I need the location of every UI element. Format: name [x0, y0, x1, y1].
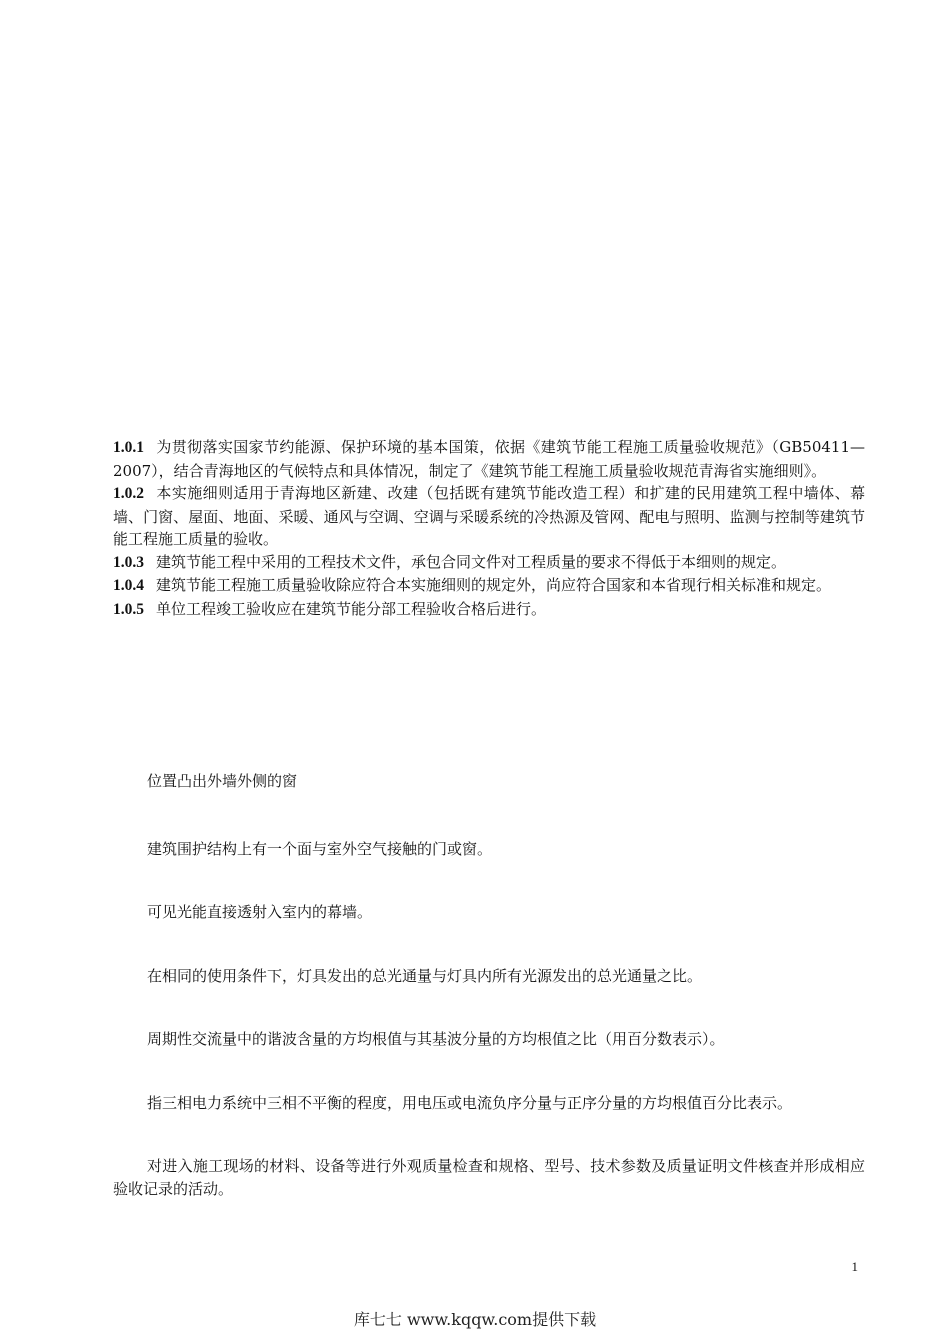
- definition-paragraph: 指三相电力系统中三相不平衡的程度，用电压或电流负序分量与正序分量的方均根值百分比表示。: [147, 1093, 793, 1112]
- clause-text: 建筑节能工程施工质量验收除应符合本实施细则的规定外，尚应符合国家和本省现行相关标准和规定。: [156, 576, 832, 594]
- clause-number: 1.0.2: [113, 485, 144, 502]
- definition-paragraph: 对进入施工现场的材料、设备等进行外观质量检查和规格、型号、技术参数及质量证明文件核查并形成相应验收记录的活动。: [113, 1157, 865, 1198]
- clause-1-0-5: [113, 598, 865, 622]
- clause-1-0-4: [113, 574, 865, 598]
- clause-text: 单位工程竣工验收应在建筑节能分部工程验收合格后进行。: [156, 599, 547, 618]
- clause-1-0-1: [113, 436, 865, 482]
- clause-1-0-2: [113, 482, 865, 551]
- definition-paragraph: 在相同的使用条件下，灯具发出的总光通量与灯具内所有光源发出的总光通量之比。: [147, 966, 703, 985]
- clause-text: 建筑节能工程中采用的工程技术文件，承包合同文件对工程质量的要求不得低于本细则的规定。: [156, 552, 787, 571]
- clauses-section: [113, 436, 865, 621]
- definitions-section: [113, 770, 865, 1200]
- download-footer: 库七七 www.kqqw.com提供下载: [353, 1310, 597, 1329]
- clause-number: 1.0.4: [113, 577, 144, 594]
- clause-number: 1.0.3: [113, 553, 144, 571]
- clause-number: 1.0.5: [113, 600, 144, 618]
- definition-paragraph: 周期性交流量中的谐波含量的方均根值与其基波分量的方均根值之比（用百分数表示）。: [147, 1030, 725, 1048]
- clause-text: 为贯彻落实国家节约能源、保护环境的基本国策，依据《建筑节能工程施工质量验收规范》（GB50411—2007），结合青海地区的气候特点和具体情况，制定了《建筑节能工程施工质量验收规范青海省实施细则》。: [113, 438, 865, 480]
- clause-1-0-3: [113, 551, 865, 575]
- page-number: 1: [851, 1259, 858, 1274]
- definition-paragraph: 建筑围护结构上有一个面与室外空气接触的门或窗。: [147, 839, 493, 858]
- clause-text: 本实施细则适用于青海地区新建、改建（包括既有建筑节能改造工程）和扩建的民用建筑工程中墙体、幕墙、门窗、屋面、地面、采暖、通风与空调、空调与采暖系统的冷热源及管网、配电与照明、监测与控制等建筑节能工程施工质量的验收。: [113, 484, 865, 548]
- definition-paragraph: 位置凸出外墙外侧的窗: [147, 772, 298, 790]
- clause-number: 1.0.1: [113, 439, 144, 456]
- definition-paragraph: 可见光能直接透射入室内的幕墙。: [147, 903, 373, 921]
